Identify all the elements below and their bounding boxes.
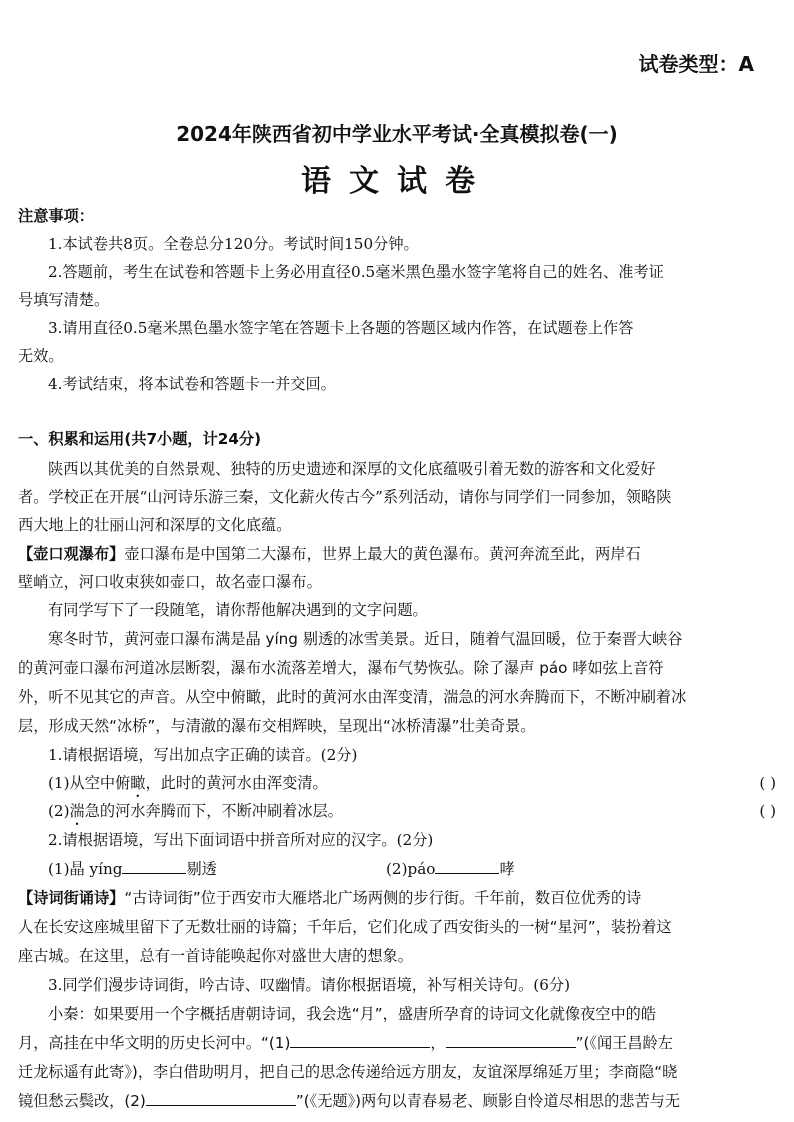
dotted-char: 瞰 bbox=[130, 774, 146, 792]
q3-line: 镜但愁云鬓改，(2) ”(《无题》)两句以青春易老、顾影自怜道尽相思的悲苦与无 bbox=[18, 1092, 681, 1110]
answer-blank[interactable] bbox=[122, 859, 186, 874]
hukou-line: 壁峭立，河口收束狭如壶口，故名壶口瀑布。 bbox=[18, 573, 322, 591]
answer-paren[interactable]: ( ) bbox=[759, 774, 776, 792]
section-heading: 一、积累和运用(共7小题，计24分) bbox=[18, 430, 262, 448]
notice-item-2-cont: 号填写清楚。 bbox=[18, 291, 110, 309]
paper-type-label: 试卷类型：A bbox=[638, 52, 754, 76]
answer-blank[interactable] bbox=[146, 1091, 296, 1106]
answer-paren[interactable]: ( ) bbox=[759, 802, 776, 820]
poem-paragraph: 【诗词街诵诗】“古诗词街”位于西安市大雁塔北广场两侧的步行街。千年前，数百位优秀的诗 bbox=[18, 889, 642, 907]
dotted-char: 湍 bbox=[69, 802, 85, 820]
essay-line: 层，形成天然“冰桥”，与清澈的瀑布交相辉映，呈现出“冰桥清瀑”壮美奇景。 bbox=[18, 717, 536, 735]
notice-item-2: 2.答题前，考生在试卷和答题卡上务必用直径0.5毫米黑色墨水签字笔将自己的姓名、准考证 bbox=[48, 263, 664, 281]
notice-item-3-cont: 无效。 bbox=[18, 347, 64, 365]
answer-blank[interactable] bbox=[435, 859, 499, 874]
exam-title: 2024年陕西省初中学业水平考试·全真模拟卷(一) bbox=[176, 122, 618, 146]
question-1-2: (2)湍急的河水奔腾而下，不断冲刷着冰层。 bbox=[48, 802, 343, 820]
question-1-1: (1)从空中俯瞰，此时的黄河水由浑变清。 bbox=[48, 774, 328, 792]
question-2: 2.请根据语境，写出下面词语中拼音所对应的汉字。(2分) bbox=[48, 831, 434, 849]
question-2-1: (1)晶 yíng 剔透 bbox=[48, 860, 217, 878]
question-2-2: (2)páo 哮 bbox=[386, 860, 515, 878]
answer-blank[interactable] bbox=[290, 1033, 430, 1048]
essay-intro: 有同学写下了一段随笔，请你帮他解决遇到的文字问题。 bbox=[48, 601, 428, 619]
hukou-paragraph bbox=[18, 543, 776, 565]
poem-line: 座古城。在这里，总有一首诗能唤起你对盛世大唐的想象。 bbox=[18, 947, 413, 965]
q3-line: 小秦：如果要用一个字概括唐朝诗词，我会选“月”，盛唐所孕育的诗词文化就像夜空中的皓 bbox=[48, 1005, 657, 1023]
intro-line: 者。学校正在开展“山河诗乐游三秦，文化薪火传古今”系列活动，请你与同学们一同参加，领略陕 bbox=[18, 488, 672, 506]
subject-title: 语文试卷 bbox=[301, 164, 493, 199]
poem-tag: 【诗词街诵诗】 bbox=[18, 889, 125, 907]
hukou-text: 壶口瀑布是中国第二大瀑布，世界上最大的黄色瀑布。黄河奔流至此，两岸石 bbox=[124, 545, 641, 563]
notice-heading: 注意事项： bbox=[18, 207, 94, 225]
hukou-tag: 【壶口观瀑布】 bbox=[18, 545, 125, 563]
question-1: 1.请根据语境，写出加点字正确的读音。(2分) bbox=[48, 746, 358, 764]
intro-line: 西大地上的壮丽山河和深厚的文化底蕴。 bbox=[18, 516, 292, 534]
q3-line: 月，高挂在中华文明的历史长河中。“(1) ， ”(《闻王昌龄左 bbox=[18, 1034, 673, 1052]
notice-item-4: 4.考试结束，将本试卷和答题卡一并交回。 bbox=[48, 375, 336, 393]
q3-line: 迁龙标遥有此寄》)，李白借助明月，把自己的思念传递给远方朋友，友谊深厚绵延万里；李商隐“晓 bbox=[18, 1063, 678, 1081]
notice-item-1: 1.本试卷共8页。全卷总分120分。考试时间150分钟。 bbox=[48, 235, 419, 253]
essay-line: 外，听不见其它的声音。从空中俯瞰，此时的黄河水由浑变清，湍急的河水奔腾而下，不断冲刷着冰 bbox=[18, 688, 687, 706]
poem-line: 人在长安这座城里留下了无数壮丽的诗篇；千年后，它们化成了西安街头的一树“星河”，装扮着这 bbox=[18, 918, 672, 936]
notice-item-3: 3.请用直径0.5毫米黑色墨水签字笔在答题卡上各题的答题区域内作答，在试题卷上作答 bbox=[48, 319, 634, 337]
essay-line: 的黄河壶口瀑布河道冰层断裂，瀑布水流落差增大，瀑布气势恢弘。除了瀑声 páo 哮如弦上音符 bbox=[18, 659, 664, 677]
question-3: 3.同学们漫步诗词街，吟古诗、叹幽情。请你根据语境，补写相关诗句。(6分) bbox=[48, 976, 571, 994]
essay-line: 寒冬时节，黄河壶口瀑布满是晶 yíng 剔透的冰雪美景。近日，随着气温回暖，位于秦晋大峡谷 bbox=[48, 630, 683, 648]
answer-blank[interactable] bbox=[446, 1033, 576, 1048]
intro-line: 陕西以其优美的自然景观、独特的历史遗迹和深厚的文化底蕴吸引着无数的游客和文化爱好 bbox=[48, 460, 656, 478]
